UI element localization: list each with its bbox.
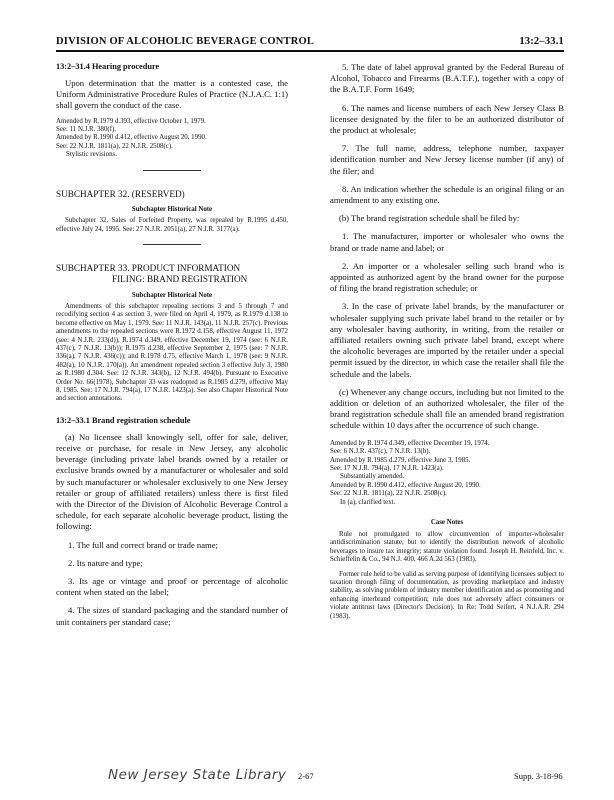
history-line: See: 11 N.J.R. 380(f). — [56, 126, 117, 134]
history-line: Amended by R.1990 d.412, effective August 20, 1990. — [56, 134, 207, 142]
list-item: 4. The sizes of standard packaging and the standard number of unit containers per standard case; — [56, 605, 288, 627]
history-line: Amended by R.1985 d.279, effective June 3, 1985. — [330, 456, 471, 464]
subchapter-33-title-line1: SUBCHAPTER 33. PRODUCT INFORMATION — [56, 262, 241, 273]
section-33-1-history — [330, 440, 564, 507]
history-line: See: 6 N.J.R. 437(c), 7 N.J.R. 13(b). — [330, 448, 431, 456]
list-item: 2. An importer or a wholesaler selling such brand who is appointed as authorized agent by the brand owner for the purpose of filing the brand registration schedule; or — [330, 260, 564, 294]
history-line: Amended by R.1990 d.412, effective August 20, 1990. — [330, 481, 481, 489]
history-line: See: 22 N.J.R. 1811(a), 22 N.J.R. 2508(c). — [56, 142, 173, 150]
left-column — [56, 62, 288, 628]
supplement-date: Supp. 3-18-96 — [514, 771, 563, 781]
case-note: Former rule held to be valid as serving purpose of identifying licensees subject to taxation through filing of documentation, as providing marketplace and industry stability, as solving problem of industry member identification and as promoting and enhancing interbrand competition; rule does not adversely affect consumers or violate antitrust laws (Director's Decision). In Re: Todd Seifert, 4 N.J.A.R. 294 (1983). — [330, 570, 564, 620]
running-header — [56, 36, 564, 47]
subchapter-33-note-heading: Subchapter Historical Note — [131, 291, 213, 299]
list-item: 3. Its age or vintage and proof or percentage of alcoholic content when stated on the label; — [56, 576, 288, 598]
section-31-4-body: Upon determination that the matter is a contested case, the Uniform Administrative Procedure Rules of Practice (N.J.A.C. 1:1) shall govern the conduct of the case. — [56, 78, 288, 111]
history-line: In (a), clarified text. — [340, 498, 396, 506]
section-33-1-intro: (a) No licensee shall knowingly sell, offer for sale, deliver, receive or purchase, for resale in New Jersey, any alcoholic beverage (including private label brands owned by a retailer or exclusive brands owned by a manufacturer or wholesaler and sold by such manufacturer or wholesaler exclusively to one New Jersey retailer or group of affiliated retailers) unless there is first filed with the Director of the Division of Alcoholic Beverage Control a schedule, for each separate alcoholic beverage product, listing the following: — [56, 431, 288, 532]
history-line: See: 17 N.J.R. 794(a), 17 N.J.R. 1423(a). — [330, 464, 444, 472]
section-31-4-history — [56, 118, 288, 160]
section-divider — [143, 170, 201, 171]
case-notes-heading: Case Notes — [430, 518, 464, 526]
library-watermark: New Jersey State Library — [108, 767, 287, 783]
list-item: 1. The full and correct brand or trade name; — [68, 539, 218, 550]
history-line: Stylistic revisions. — [66, 151, 117, 159]
page-number: 2-67 — [298, 771, 314, 781]
header-section: 13:2–33.1 — [519, 36, 564, 47]
history-line: Amended by R.1974 d.349, effective December 19, 1974. — [330, 439, 490, 447]
history-line: See: 22 N.J.R. 1811(a), 22 N.J.R. 2508(c). — [330, 490, 447, 498]
subchapter-33-note: Amendments of this subchapter repealing sections 3 and 5 through 7 and recodifying section 4 as section 3, were filed on April 4, 1979, as R.1979 d.138 to become effective on May 1, 1979. See: 11 N.J.R. 143(a), 11 N.J.R. 257(c). Previous amendments to the repealed sections were R.1972 d.158, effective August 11, 1972 (see: 4 N.J.R. 233(d)), R.1974 d.349, effective December 19, 1974 (see: 6 N.J.R. 437(c), 7 N.J.R. 13(b)); R.1975 d.238, effective September 2, 1975 (see: 7 N.J.R. 336(a), 7 N.J.R. 436(c)); and R.1978 d.75, effective March 1, 1978 (see: 9 N.J.R. 482(a), 10 N.J.R. 170(a)). An amendment repealed section 3 effective July 3, 1980 as R.1980 d.304. See: 12 N.J.R. 343(b), 12 N.J.R. 494(b). Pursuant to Executive Order No. 66(1978), Subchapter 33 was readopted as R.1985 d.279, effective May 8, 1985. See: 17 N.J.R. 794(a), 17 N.J.R. 1423(a). See also Chapter Historical Note and section annotations. — [56, 302, 288, 403]
subchapter-32-note: Subchapter 32, Sales of Forfeited Property, was repealed by R.1995 d.450, effective July 24, 1995. See: 27 N.J.R. 2051(a), 27 N.J.R. 3177(a). — [56, 217, 288, 233]
list-item: 8. An indication whether the schedule is an original filing or an amendment to any existing one. — [330, 183, 564, 206]
list-item: 1. The manufacturer, importer or wholesaler who owns the brand or trade name and label; or — [330, 231, 564, 253]
header-rule — [56, 50, 564, 52]
history-line: Amended by R.1979 d.393, effective October 1, 1979. — [56, 117, 206, 125]
section-divider — [143, 244, 201, 245]
right-column — [330, 62, 564, 621]
section-31-4-title: 13:2–31.4 Hearing procedure — [56, 62, 160, 71]
subchapter-33-title-line2: FILING: BRAND REGISTRATION — [112, 274, 248, 285]
history-line: Substantially amended. — [340, 473, 405, 481]
header-division: DIVISION OF ALCOHOLIC BEVERAGE CONTROL — [56, 36, 315, 47]
list-item: 3. In the case of private label brands, by the manufacturer or wholesaler supplying such private label brand to the retailer or by any wholesaler having authority, in writing, from the retailer or affiliated retailers owning such private label brand, except where the alcoholic beverages are imported by the retailer under a special permit issued by the director, in which case the retailer shall file the schedule and the labels. — [330, 301, 564, 379]
subchapter-32-note-heading: Subchapter Historical Note — [131, 206, 213, 214]
paragraph-b: (b) The brand registration schedule shall be filed by: — [339, 213, 520, 224]
list-item: 6. The names and license numbers of each New Jersey Class B licensee designated by the filer to be an authorized distributor of the product at wholesale; — [330, 102, 564, 136]
case-note: Rule not promulgated to allow circumvention of importer-wholesaler antidiscrimination statute, but to identify the distribution network of alcoholic beverages to insure tax integrity; statute violation found. Joseph H. Reinfeld, Inc. v. Schieffelin & Co., 94 N.J. 400, 466 A.2d 563 (1983). — [330, 530, 564, 564]
section-33-1-title: 13:2–33.1 Brand registration schedule — [56, 415, 191, 425]
list-item: 5. The date of label approval granted by the Federal Bureau of Alcohol, Tobacco and Firearms (B.A.T.F.), together with a copy of the B.A.T.F. Form 1649; — [330, 62, 564, 95]
paragraph-c: (c) Whenever any change occurs, including but not limited to the addition or deletion of an authorized wholesaler, the filer of the brand registration schedule shall file an amended brand registration schedule within 10 days after the occurrence of such change. — [330, 386, 564, 431]
list-item: 2. Its nature and type; — [68, 557, 143, 568]
subchapter-32-title: SUBCHAPTER 32. (RESERVED) — [56, 188, 185, 199]
list-item: 7. The full name, address, telephone number, taxpayer identification number and New Jersey license number (if any) of the filer; and — [330, 143, 564, 176]
